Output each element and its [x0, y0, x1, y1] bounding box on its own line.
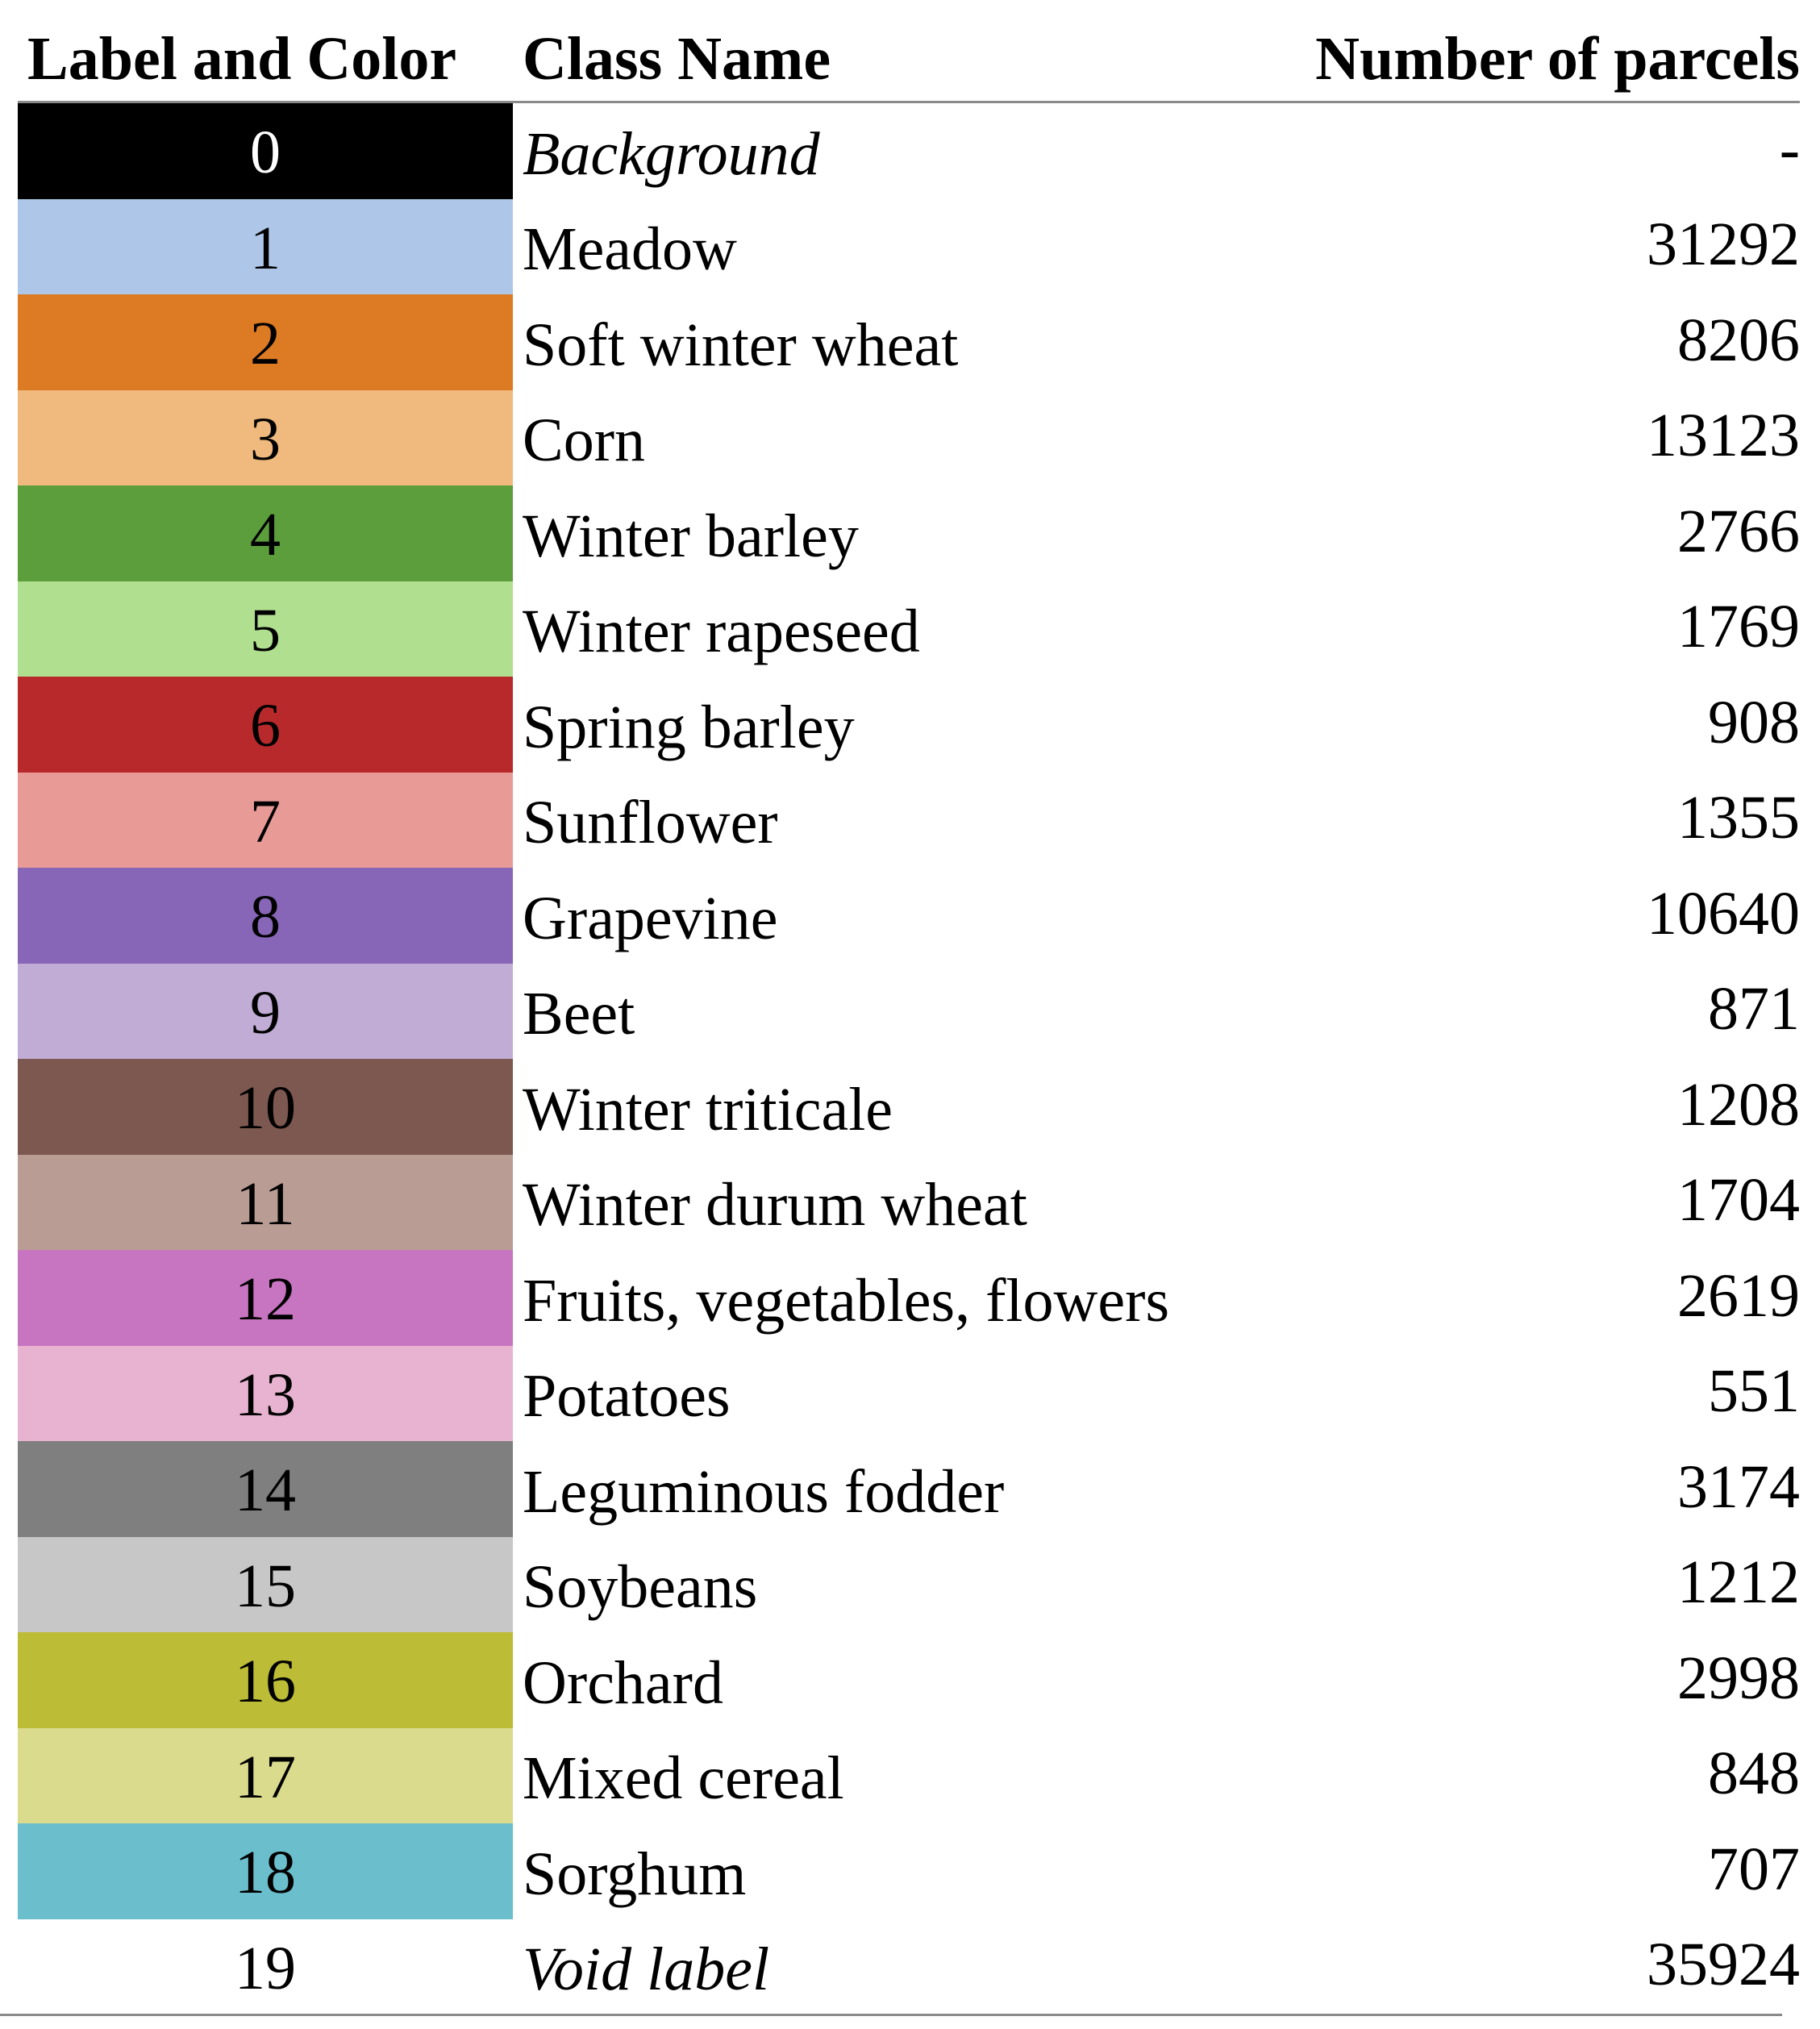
- table-row: [18, 1250, 1800, 1346]
- header-number-of-parcels: Number of parcels: [1315, 25, 1800, 93]
- parcel-count-cell: [1647, 1919, 1800, 2015]
- label-color-swatch: [18, 1537, 513, 1633]
- label-color-swatch: [18, 581, 513, 677]
- class-name-cell: [523, 103, 820, 199]
- class-name: Background: [523, 119, 820, 188]
- table-row: [18, 1728, 1800, 1824]
- label-number: 3: [250, 405, 281, 473]
- table-row: [18, 964, 1800, 1060]
- label-number: 18: [235, 1839, 296, 1907]
- bottom-rule: [0, 2014, 1782, 2016]
- parcel-count-cell: [1647, 390, 1800, 486]
- class-name-cell: [523, 1155, 1027, 1251]
- label-color-swatch: [18, 677, 513, 773]
- label-number: 19: [235, 1934, 296, 2002]
- label-color-swatch: [18, 485, 513, 581]
- class-name: Void label: [523, 1935, 770, 2004]
- parcel-count-cell: [1677, 773, 1800, 869]
- table-row: [18, 773, 1800, 869]
- parcel-count-cell: [1677, 1250, 1800, 1346]
- parcel-count: 2766: [1677, 497, 1800, 565]
- label-color-swatch: [18, 1059, 513, 1155]
- parcel-count: 3174: [1677, 1452, 1800, 1521]
- label-number: 12: [235, 1265, 296, 1334]
- parcel-count-cell: [1677, 1632, 1800, 1728]
- table-row: [18, 868, 1800, 964]
- class-name: Fruits, vegetables, flowers: [523, 1266, 1170, 1335]
- label-color-swatch: [18, 1155, 513, 1251]
- class-name: Soybeans: [523, 1553, 758, 1622]
- label-color-swatch: [18, 103, 513, 199]
- table-row: [18, 1537, 1800, 1633]
- class-name: Mixed cereal: [523, 1744, 844, 1813]
- class-name: Leguminous fodder: [523, 1457, 1005, 1526]
- parcel-count: 2619: [1677, 1261, 1800, 1330]
- table-row: [18, 1441, 1800, 1537]
- parcel-count-cell: [1708, 677, 1800, 773]
- class-name: Winter rapeseed: [523, 598, 920, 666]
- parcel-count: 1704: [1677, 1166, 1800, 1235]
- parcel-count-cell: [1647, 868, 1800, 964]
- parcel-count: 1208: [1677, 1070, 1800, 1139]
- label-number: 7: [250, 787, 281, 856]
- parcel-count-cell: [1708, 1823, 1800, 1919]
- parcel-count: 848: [1708, 1739, 1800, 1808]
- parcel-count-cell: [1708, 1728, 1800, 1824]
- label-color-swatch: [18, 964, 513, 1060]
- label-number: 8: [250, 883, 281, 952]
- label-number: 0: [250, 119, 281, 187]
- label-number: 2: [250, 310, 281, 378]
- table-row: [18, 1346, 1800, 1442]
- table-row: [18, 485, 1800, 581]
- label-color-swatch: [18, 1728, 513, 1824]
- class-name: Spring barley: [523, 693, 855, 761]
- table-body: [18, 103, 1800, 2014]
- parcel-count-cell: [1780, 103, 1800, 199]
- parcel-count-cell: [1677, 581, 1800, 677]
- table-row: [18, 1059, 1800, 1155]
- class-name: Corn: [523, 406, 645, 475]
- label-number: 16: [235, 1648, 296, 1716]
- parcel-count: 10640: [1647, 879, 1800, 948]
- table-row: [18, 1919, 1800, 2015]
- class-name-cell: [523, 294, 958, 390]
- class-name-cell: [523, 1823, 746, 1919]
- table-row: [18, 390, 1800, 486]
- class-name-cell: [523, 1919, 769, 2015]
- label-color-swatch: [18, 1919, 513, 2015]
- header-class-name: Class Name: [523, 25, 831, 93]
- class-name: Winter durum wheat: [523, 1171, 1027, 1239]
- table-row: [18, 103, 1800, 199]
- parcel-count: 707: [1708, 1835, 1800, 1903]
- label-number: 10: [235, 1074, 296, 1143]
- parcel-count: 35924: [1647, 1931, 1800, 1999]
- parcel-count: 1212: [1677, 1548, 1800, 1617]
- class-name: Sunflower: [523, 789, 778, 857]
- class-name-cell: [523, 1632, 723, 1728]
- parcel-count: 13123: [1647, 402, 1800, 470]
- class-name-cell: [523, 964, 635, 1060]
- parcel-count-cell: [1677, 1155, 1800, 1251]
- class-name: Meadow: [523, 215, 737, 284]
- label-number: 14: [235, 1456, 296, 1525]
- parcel-count: -: [1779, 115, 1800, 183]
- table-row: [18, 1632, 1800, 1728]
- parcel-count: 8206: [1677, 306, 1800, 374]
- class-name-cell: [523, 390, 645, 486]
- header-label-and-color: Label and Color: [27, 25, 457, 93]
- class-name: Grapevine: [523, 884, 778, 952]
- label-number: 9: [250, 978, 281, 1047]
- label-number: 15: [235, 1552, 296, 1620]
- label-number: 17: [235, 1743, 296, 1811]
- class-name: Winter triticale: [523, 1075, 893, 1144]
- label-number: 1: [250, 214, 281, 282]
- parcel-count: 1769: [1677, 593, 1800, 661]
- parcel-count: 1355: [1677, 784, 1800, 852]
- class-name-cell: [523, 1059, 893, 1155]
- class-name-cell: [523, 1728, 844, 1824]
- class-name-cell: [523, 1441, 1004, 1537]
- class-name-cell: [523, 677, 855, 773]
- label-color-swatch: [18, 1632, 513, 1728]
- class-name: Beet: [523, 980, 635, 1048]
- label-color-swatch: [18, 390, 513, 486]
- label-color-swatch: [18, 868, 513, 964]
- parcel-count-cell: [1677, 294, 1800, 390]
- label-number: 11: [235, 1169, 295, 1238]
- class-name-cell: [523, 581, 920, 677]
- class-name-cell: [523, 868, 778, 964]
- parcel-count: 871: [1708, 975, 1800, 1044]
- class-name: Soft winter wheat: [523, 310, 959, 379]
- label-color-swatch: [18, 1346, 513, 1442]
- class-name: Orchard: [523, 1648, 723, 1717]
- label-number: 6: [250, 692, 281, 760]
- class-name-cell: [523, 199, 737, 295]
- label-color-swatch: [18, 294, 513, 390]
- table-row: [18, 294, 1800, 390]
- parcel-count-cell: [1647, 199, 1800, 295]
- parcel-count-cell: [1677, 1441, 1800, 1537]
- class-name-cell: [523, 1250, 1169, 1346]
- class-name-cell: [523, 1537, 757, 1633]
- parcel-count-cell: [1677, 485, 1800, 581]
- class-table: [18, 0, 1800, 2014]
- label-color-swatch: [18, 1823, 513, 1919]
- class-name: Sorghum: [523, 1839, 747, 1908]
- parcel-count-cell: [1677, 1059, 1800, 1155]
- label-color-swatch: [18, 1441, 513, 1537]
- parcel-count-cell: [1708, 1346, 1800, 1442]
- label-color-swatch: [18, 1250, 513, 1346]
- class-name-cell: [523, 485, 859, 581]
- label-color-swatch: [18, 199, 513, 295]
- parcel-count: 31292: [1647, 210, 1800, 279]
- label-number: 4: [250, 501, 281, 569]
- class-name: Potatoes: [523, 1362, 731, 1431]
- class-name-cell: [523, 1346, 731, 1442]
- class-name: Winter barley: [523, 502, 859, 570]
- table-row: [18, 1823, 1800, 1919]
- parcel-count: 2998: [1677, 1644, 1800, 1712]
- parcel-count: 551: [1708, 1357, 1800, 1426]
- parcel-count: 908: [1708, 688, 1800, 756]
- table-header: [18, 0, 1800, 103]
- table-row: [18, 1155, 1800, 1251]
- label-color-swatch: [18, 773, 513, 869]
- parcel-count-cell: [1708, 964, 1800, 1060]
- label-number: 5: [250, 596, 281, 665]
- table-row: [18, 199, 1800, 295]
- table-row: [18, 677, 1800, 773]
- class-name-cell: [523, 773, 778, 869]
- parcel-count-cell: [1677, 1537, 1800, 1633]
- table-row: [18, 581, 1800, 677]
- label-number: 13: [235, 1360, 296, 1429]
